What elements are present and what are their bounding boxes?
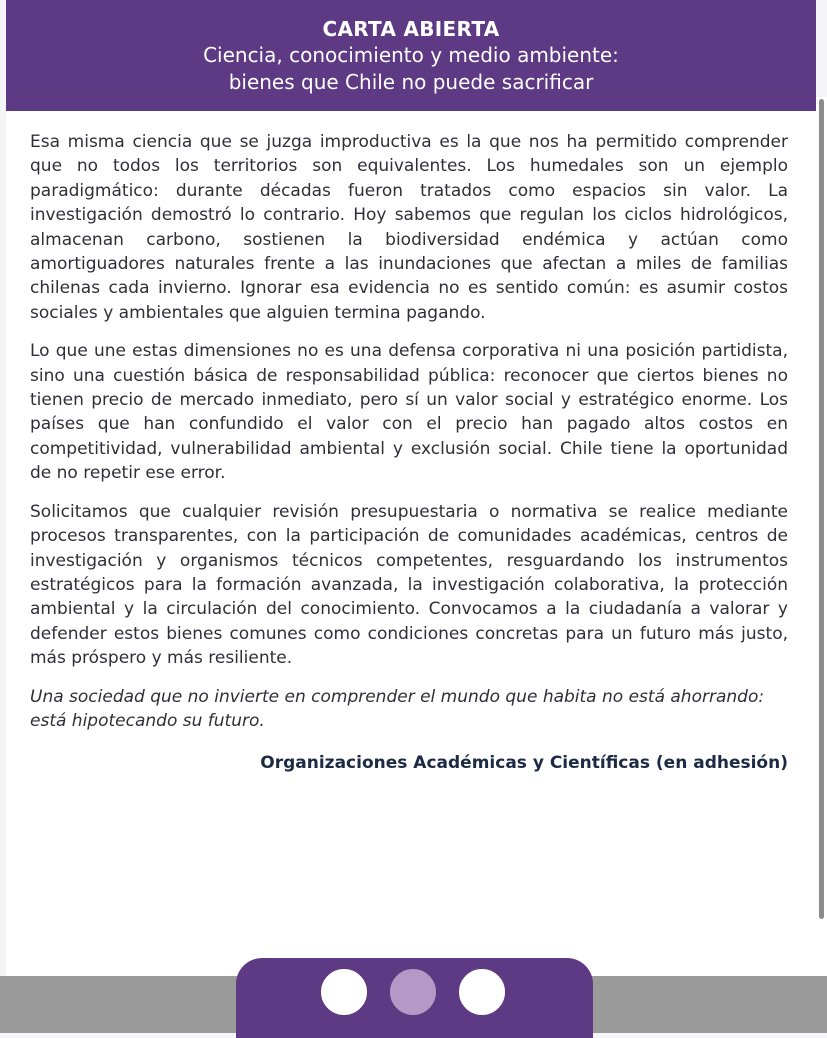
letter-header [6, 0, 816, 111]
body-paragraph-1: Esa misma ciencia que se juzga improductiva es la que nos ha permitido comprender que no todos los territorios son equivalentes. Los humedales son un ejemplo paradigmático: durante décadas fueron tratados como espacios sin valor. La investigación demostró lo contrario. Hoy sabemos que regulan los ciclos hidrológicos, almacenan carbono, sostienen la biodiversidad endémica y actúan como amortiguadores naturales frente a las inundaciones que afectan a miles de familias chilenas cada invierno. Ignorar esa evidencia no es sentido común: es asumir costos sociales y ambientales que alguien termina pagando. [30, 132, 788, 323]
scrollbar-thumb[interactable] [819, 99, 824, 919]
body-paragraph-2: Lo que une estas dimensiones no es una defensa corporativa ni una posición partidista, sino una cuestión básica de responsabilidad pública: reconocer que ciertos bienes no tienen precio de mercado inmediato, pero sí un valor social y estratégico enorme. Los países que han confundido el valor con el precio han pagado altos costos en competitividad, vulnerabilidad ambiental y exclusión social. Chile tiene la oportunidad de no repetir ese error. [30, 341, 788, 484]
page-indicator [236, 958, 593, 1038]
page-dot-2[interactable] [390, 969, 436, 1015]
page-dot-1[interactable] [321, 969, 367, 1015]
header-subtitle-line1: Ciencia, conocimiento y medio ambiente: [203, 43, 619, 67]
letter-body[interactable] [6, 111, 816, 976]
body-paragraph-3: Solicitamos que cualquier revisión presupuestaria o normativa se realice mediante procesos transparentes, con la participación de comunidades académicas, centros de investigación y organismos técnicos competentes, resguardando los instrumentos estratégicos para la formación avanzada, la investigación colaborativa, la protección ambiental y la circulación del conocimiento. Convocamos a la ciudadanía a valorar y defender estos bienes comunes como condiciones concretas para un futuro más justo, más próspero y más resiliente. [30, 501, 788, 669]
vertical-scrollbar[interactable] [816, 97, 827, 977]
signature: Organizaciones Académicas y Científicas (en adhesión) [260, 753, 788, 774]
page-dot-3[interactable] [459, 969, 505, 1015]
header-subtitle-line2: bienes que Chile no puede sacrificar [228, 70, 594, 94]
header-title: CARTA ABIERTA [322, 17, 500, 41]
closing-statement: Una sociedad que no invierte en comprender el mundo que habita no está ahorrando: está hipotecando su futuro. [30, 686, 765, 731]
